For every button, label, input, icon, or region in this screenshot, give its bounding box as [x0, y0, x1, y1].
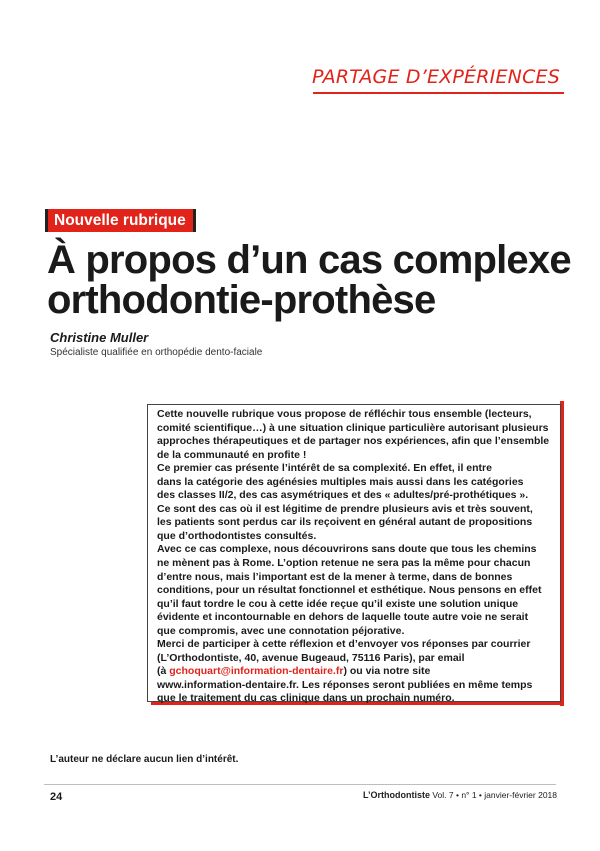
author-name: Christine Muller: [50, 330, 149, 345]
article-title-line-1: À propos d’un cas complexe: [47, 238, 571, 282]
article-title: [47, 240, 571, 320]
email-prefix: (à: [157, 665, 170, 678]
box-line: que le traitement du cas clinique dans un prochain numéro.: [157, 692, 455, 705]
section-label: PARTAGE D’EXPÉRIENCES: [311, 66, 560, 88]
box-line: de la communauté en profite !: [157, 448, 307, 461]
article-title-line-2: orthodontie-prothèse: [47, 278, 436, 322]
box-line: dans la catégorie des agénésies multiples mais aussi dans les catégories: [157, 475, 524, 488]
rubric-kicker: Nouvelle rubrique: [48, 209, 193, 232]
box-line: d’entre nous, mais l’important est de la mener à terme, dans de bonnes: [157, 570, 513, 583]
box-line: Ce premier cas présente l’intérêt de sa complexité. En effet, il entre: [157, 462, 492, 475]
intro-box-text: [157, 408, 555, 706]
journal-title: L’Orthodontiste: [363, 790, 430, 800]
box-line: des classes II/2, des cas asymétriques et des « adultes/pré-prothétiques ».: [157, 489, 529, 502]
box-line: www.information-dentaire.fr. Les réponses seront publiées en même temps: [157, 678, 533, 691]
section-rule: [313, 92, 564, 94]
box-line: Cette nouvelle rubrique vous propose de réfléchir tous ensemble (lecteurs,: [157, 408, 532, 420]
journal-issue: Vol. 7 • n° 1 • janvier-février 2018: [430, 790, 557, 800]
box-line: Avec ce cas complexe, nous découvrirons sans doute que tous les chemins: [157, 543, 537, 556]
footer-rule: [44, 784, 556, 785]
journal-citation: [363, 790, 557, 800]
email-suffix: ) ou via notre site: [343, 665, 431, 678]
box-line: évidente et incontournable en dehors de laquelle toute autre voie ne serait: [157, 611, 529, 624]
box-line: que compromis, avec une connotation péjorative.: [157, 624, 405, 637]
box-line: ne mènent pas à Rome. L’option retenue ne sera pas la même pour chacun: [157, 557, 531, 570]
email-link[interactable]: gchoquart@information-dentaire.fr: [169, 665, 344, 678]
page-number: 24: [50, 791, 63, 803]
box-line: que d’orthodontistes consultés.: [157, 529, 317, 542]
box-line: les patients sont perdus car ils reçoivent en général autant de propositions: [157, 516, 533, 529]
box-line: Ce sont des cas où il est légitime de prendre plusieurs avis et très souvent,: [157, 502, 533, 515]
author-affiliation: Spécialiste qualifiée en orthopédie dento-faciale: [50, 347, 263, 358]
conflict-disclosure: L’auteur ne déclare aucun lien d’intérêt.: [50, 754, 239, 765]
box-line: comité scientifique…) à une situation clinique particulière autorisant plusieurs: [157, 421, 549, 434]
box-line: Merci de participer à cette réflexion et d’envoyer vos réponses par courrier: [157, 638, 531, 651]
box-line: (L’Orthodontiste, 40, avenue Bugeaud, 75116 Paris), par email: [157, 651, 465, 664]
box-email-line: [157, 665, 555, 679]
box-line: approches thérapeutiques et de partager nos expériences, afin que l’ensemble: [157, 435, 550, 448]
box-line: qu’il faut tordre le cou à cette idée reçue qu’il existe une solution unique: [157, 597, 519, 610]
box-line: conditions, pour un résultat fonctionnel et esthétique. Nous pensons en effet: [157, 584, 542, 597]
